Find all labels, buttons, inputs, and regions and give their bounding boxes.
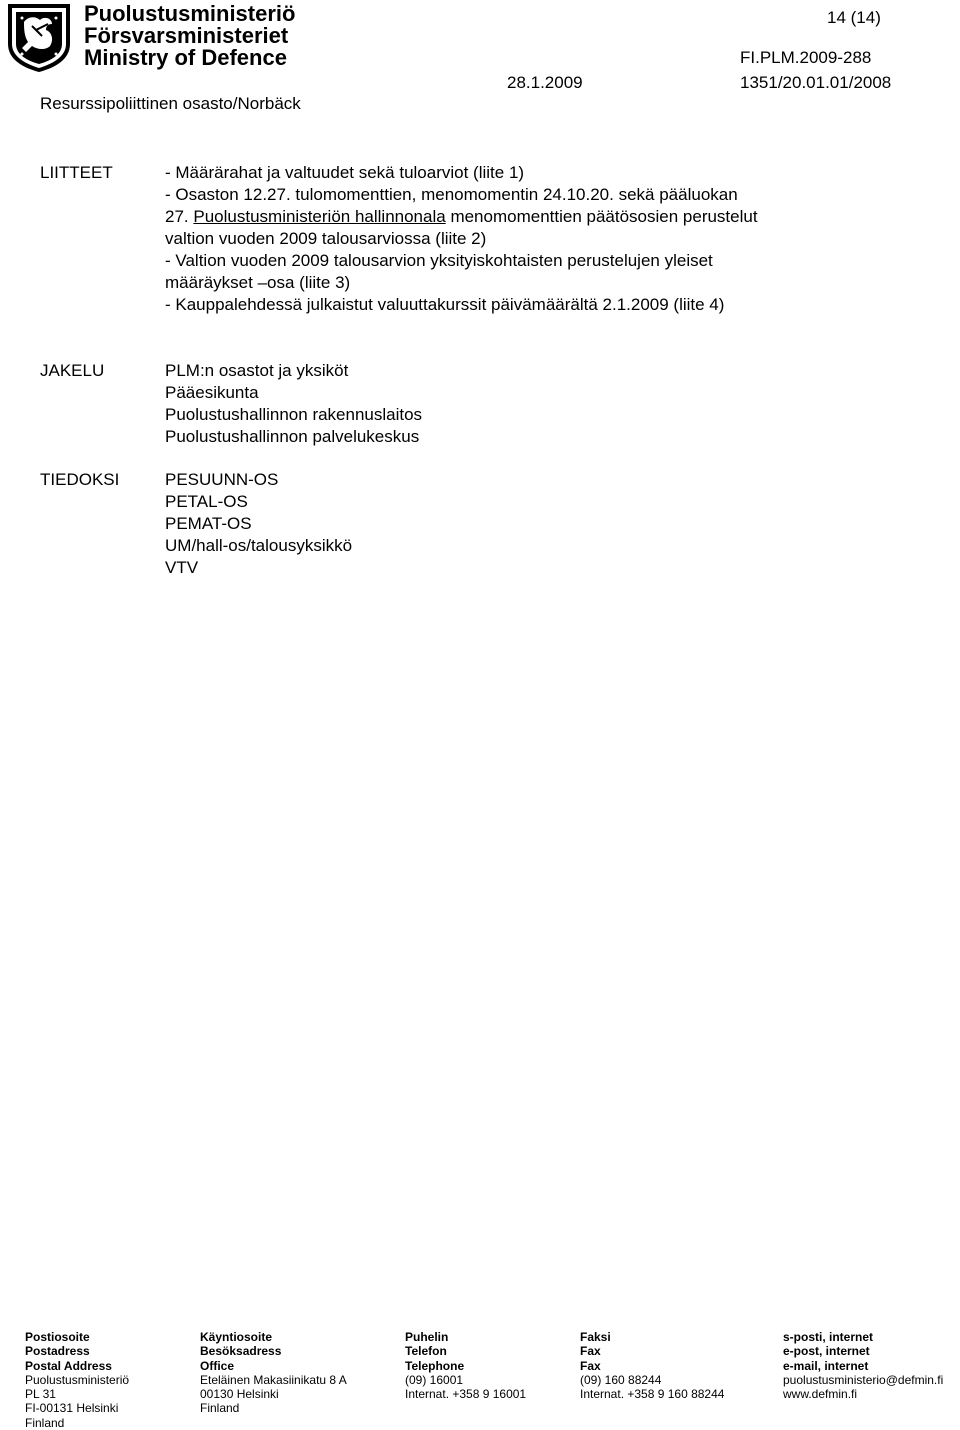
diary-number: 1351/20.01.01/2008 (740, 73, 892, 92)
footer-telephone (405, 1330, 526, 1401)
footer-value: FI-00131 Helsinki (25, 1401, 119, 1416)
list-item: UM/hall-os/talousyksikkö (165, 536, 353, 555)
attachment-text: menomomenttien päätösosien perustelut (450, 207, 758, 226)
attachment-line: - Kauppalehdessä julkaistut valuuttakurssit päivämäärältä 2.1.2009 (liite 4) (165, 295, 725, 314)
attachment-line: - Osaston 12.27. tulomomenttien, menomomentin 24.10.20. sekä pääluokan (165, 185, 738, 204)
attachment-line: - Valtion vuoden 2009 talousarvion yksityiskohtaisten perustelujen yleiset (165, 251, 713, 270)
footer-value: Finland (200, 1401, 240, 1416)
list-item: Puolustushallinnon palvelukeskus (165, 427, 420, 446)
footer-heading: Fax (580, 1358, 601, 1373)
ministry-name-sv: Försvarsministeriet (84, 23, 289, 48)
page-number: 14 (14) (827, 8, 881, 27)
footer-value: PL 31 (25, 1387, 56, 1402)
liitteet-label: LIITTEET (40, 163, 113, 182)
jakelu-label: JAKELU (40, 361, 105, 380)
footer-heading: s-posti, internet (783, 1330, 874, 1344)
footer-heading: Telephone (405, 1358, 465, 1373)
website-link[interactable]: www.defmin.fi (783, 1387, 858, 1402)
email-link[interactable]: puolustusministerio@defmin.fi (783, 1372, 944, 1387)
administrative-branch-link[interactable]: Puolustusministeriön hallinnonala (193, 207, 446, 226)
footer-heading: Faksi (580, 1330, 611, 1344)
list-item: PESUUNN-OS (165, 470, 279, 489)
attachment-text: 27. (165, 207, 189, 226)
footer-heading: Postadress (25, 1344, 90, 1359)
list-item: PLM:n osastot ja yksiköt (165, 361, 349, 380)
footer-heading: Telefon (405, 1344, 447, 1359)
footer-value: Eteläinen Makasiinikatu 8 A (200, 1372, 347, 1387)
reference-number: FI.PLM.2009-288 (740, 48, 872, 67)
footer-value: Finland (25, 1415, 65, 1430)
footer-heading: Käyntiosoite (200, 1330, 273, 1344)
footer-heading: Postiosoite (25, 1330, 90, 1344)
footer-value: Puolustusministeriö (25, 1372, 130, 1387)
list-item: PETAL-OS (165, 492, 248, 511)
footer-heading: Office (200, 1358, 235, 1373)
footer-fax (580, 1330, 724, 1401)
footer-heading: Puhelin (405, 1330, 449, 1344)
list-item: Pääesikunta (165, 383, 259, 402)
footer-heading: Fax (580, 1344, 601, 1359)
footer-value: (09) 16001 (405, 1372, 464, 1387)
attachment-line: valtion vuoden 2009 talousarviossa (liite 2) (165, 229, 487, 248)
list-item: Puolustushallinnon rakennuslaitos (165, 405, 423, 424)
footer-email (783, 1330, 943, 1401)
list-item: VTV (165, 558, 199, 577)
list-item: PEMAT-OS (165, 514, 252, 533)
ministry-name-en: Ministry of Defence (84, 45, 287, 70)
lion-coat-of-arms-icon (2, 0, 76, 74)
footer-heading: e-post, internet (783, 1344, 870, 1359)
attachment-line: - Määrärahat ja valtuudet sekä tuloarviot (liite 1) (165, 163, 525, 182)
footer-value: (09) 160 88244 (580, 1372, 662, 1387)
attachment-line (165, 206, 758, 228)
footer-heading: e-mail, internet (783, 1358, 869, 1373)
department: Resurssipoliittinen osasto/Norbäck (40, 94, 301, 113)
footer-value: 00130 Helsinki (200, 1387, 279, 1402)
document-date: 28.1.2009 (507, 73, 583, 92)
tiedoksi-label: TIEDOKSI (40, 470, 120, 489)
footer-value: Internat. +358 9 160 88244 (580, 1387, 725, 1402)
footer-postal-address (25, 1330, 129, 1430)
footer-heading: Besöksadress (200, 1344, 282, 1359)
footer-value: Internat. +358 9 16001 (405, 1387, 527, 1402)
footer-heading: Postal Address (25, 1358, 112, 1373)
attachment-line: määräykset –osa (liite 3) (165, 273, 351, 292)
footer-visiting-address (200, 1330, 347, 1416)
ministry-name-fi: Puolustusministeriö (84, 1, 296, 26)
